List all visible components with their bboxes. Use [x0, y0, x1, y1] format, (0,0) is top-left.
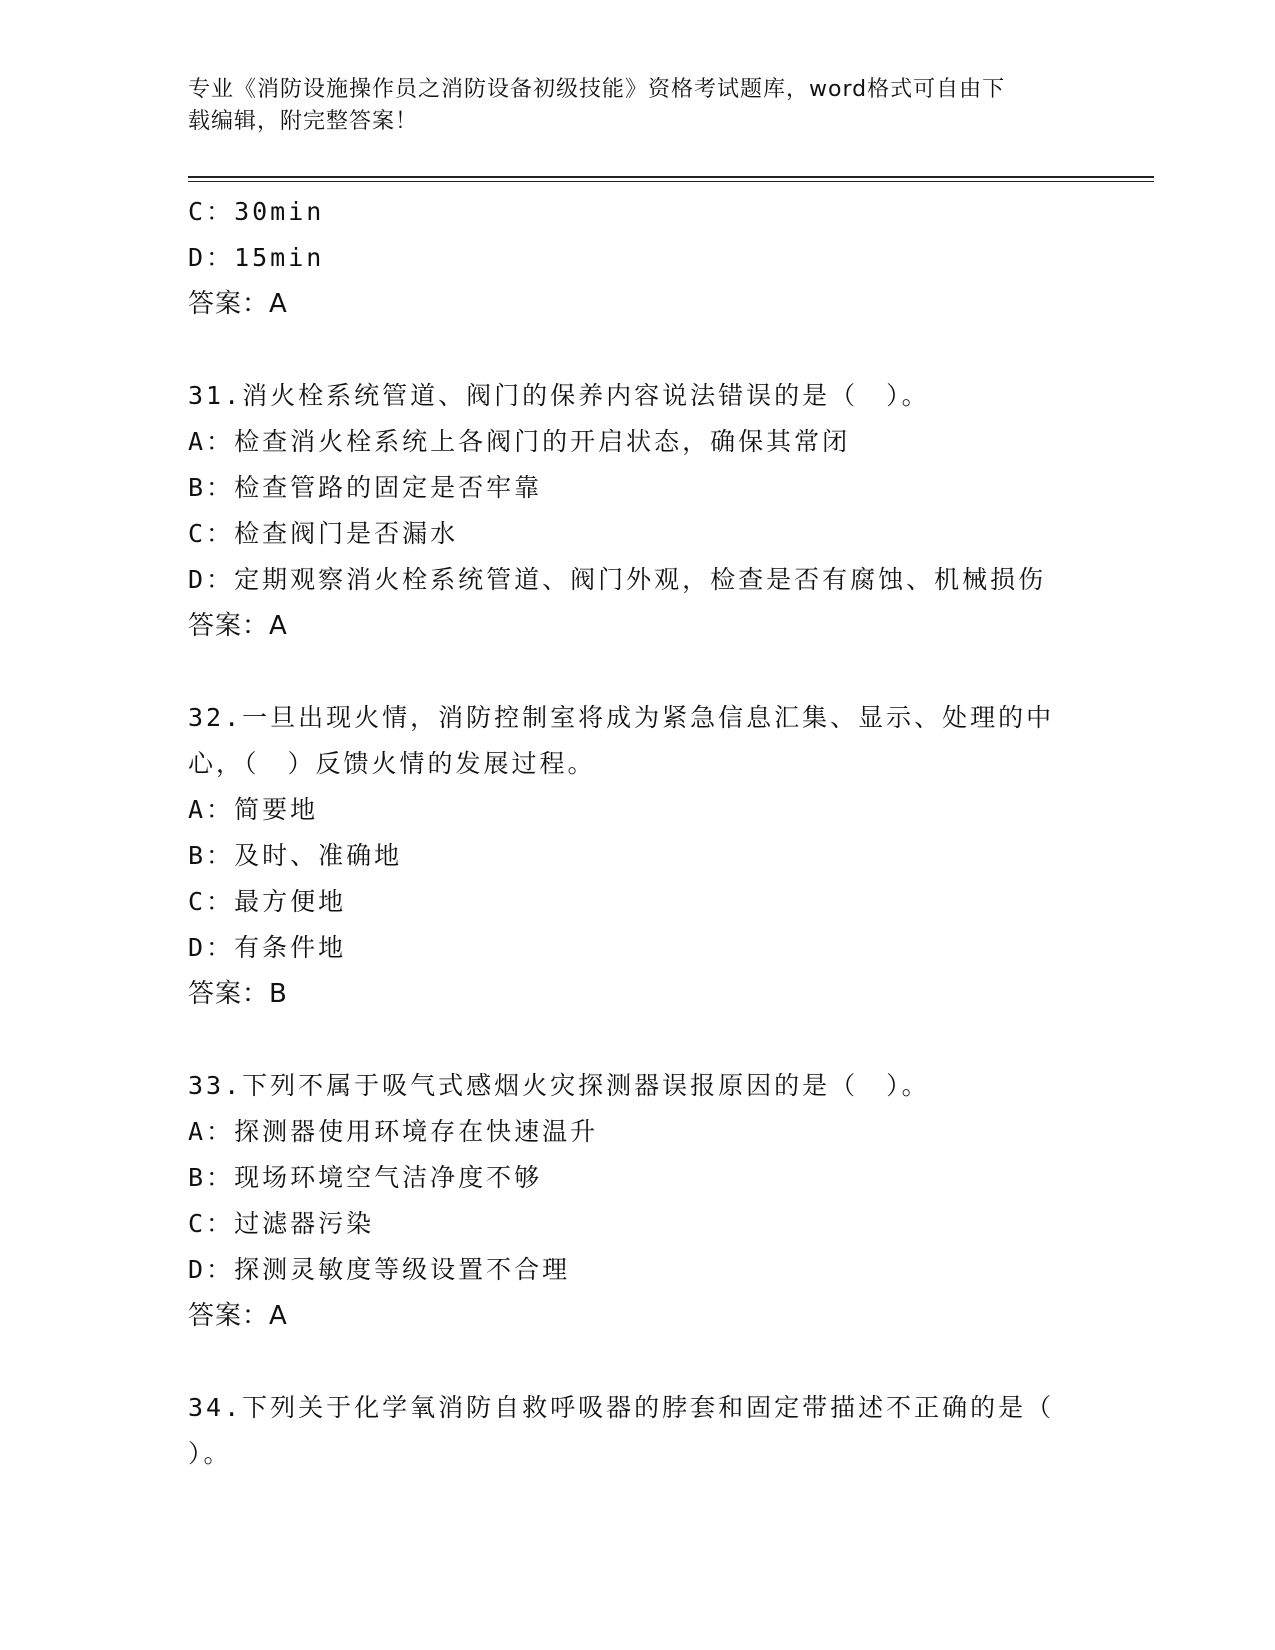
option-b: B：及时、准确地	[188, 841, 403, 870]
header-divider-thick	[188, 176, 1154, 178]
option-c: C：30min	[188, 197, 325, 226]
option-d: D：探测灵敏度等级设置不合理	[188, 1255, 571, 1284]
option-b: B：现场环境空气洁净度不够	[188, 1163, 543, 1192]
option-a: A：检查消火栓系统上各阀门的开启状态，确保其常闭	[188, 427, 851, 456]
answer-line: 答案：A	[188, 611, 288, 641]
header-line-2: 载编辑，附完整答案！	[188, 109, 419, 134]
spacer	[188, 1017, 1088, 1063]
option-d: D：15min	[188, 243, 325, 272]
continued-question	[188, 189, 1088, 327]
question-content	[188, 189, 1088, 1477]
question-33	[188, 1063, 1088, 1339]
option-c: C：检查阀门是否漏水	[188, 519, 459, 548]
question-31	[188, 373, 1088, 649]
question-stem-line-2: 心，（ ）反馈火情的发展过程。	[188, 749, 596, 778]
option-a: A：探测器使用环境存在快速温升	[188, 1117, 599, 1146]
option-c: C：过滤器污染	[188, 1209, 375, 1238]
question-stem-line-1: 32.一旦出现火情，消防控制室将成为紧急信息汇集、显示、处理的中	[188, 703, 1055, 732]
header-divider-thin	[188, 181, 1154, 182]
spacer	[188, 1339, 1088, 1385]
question-stem-line-2: ）。	[188, 1439, 232, 1468]
option-d: D：有条件地	[188, 933, 347, 962]
document-header	[188, 74, 1088, 138]
question-stem-line-1: 34.下列关于化学氧消防自救呼吸器的脖套和固定带描述不正确的是（	[188, 1393, 1055, 1422]
option-d: D：定期观察消火栓系统管道、阀门外观，检查是否有腐蚀、机械损伤	[188, 565, 1047, 594]
option-c: C：最方便地	[188, 887, 347, 916]
answer-line: 答案：B	[188, 979, 288, 1009]
answer-line: 答案：A	[188, 289, 288, 319]
question-32	[188, 695, 1088, 1017]
header-line-1: 专业《消防设施操作员之消防设备初级技能》资格考试题库，word格式可自由下	[188, 77, 1006, 102]
question-34	[188, 1385, 1088, 1477]
answer-line: 答案：A	[188, 1301, 288, 1331]
option-b: B：检查管路的固定是否牢靠	[188, 473, 543, 502]
spacer	[188, 649, 1088, 695]
spacer	[188, 327, 1088, 373]
question-stem: 31.消火栓系统管道、阀门的保养内容说法错误的是（ ）。	[188, 381, 930, 410]
option-a: A：简要地	[188, 795, 319, 824]
question-stem: 33.下列不属于吸气式感烟火灾探测器误报原因的是（ ）。	[188, 1071, 930, 1100]
